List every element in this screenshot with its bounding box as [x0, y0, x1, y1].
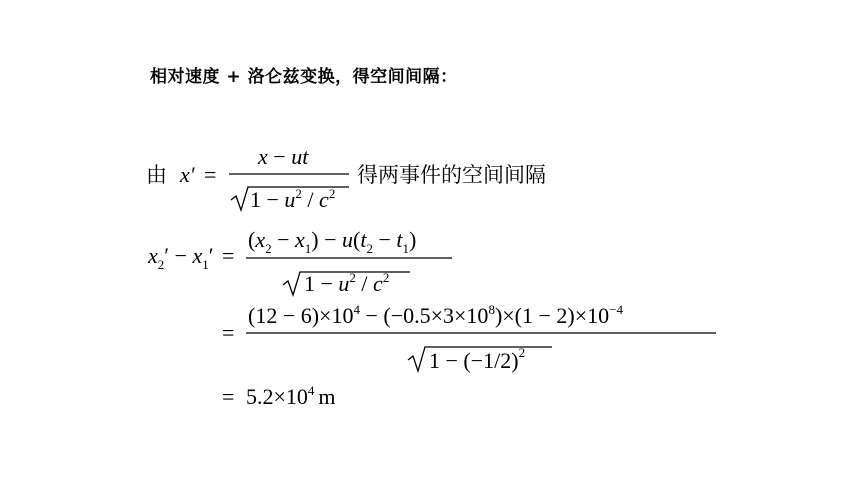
svg-text:x − ut: x − ut [258, 144, 309, 169]
intro-text: 由 [146, 163, 167, 187]
svg-text:(12 − 6)×104 − (−0.5×3×108)×(1: $(12 - 6)\times 10^4 - (-0.5\times 3\times 10^8)\times(1 - 2)\times 10^{-4}$ [248, 302, 623, 328]
svg-text:1 − u2 / c2: $1 - u^2 / c^2$ [304, 270, 390, 296]
svg-text:=: = [204, 162, 217, 187]
svg-text:x2′ − x1′: $x_2' - x_1'$ [148, 243, 214, 272]
svg-text:=: = [222, 243, 235, 268]
outro-text: 得两事件的空间间隔 [357, 163, 546, 187]
interval-equation [147, 227, 452, 296]
substitution-step [222, 302, 716, 373]
svg-text:5.2×104m: $5.2\times 10^4$ m [246, 383, 336, 409]
result-line [222, 383, 336, 409]
svg-text:=: = [222, 320, 235, 345]
svg-text:1 − (−1/2)2: $1 - (-1/2)^2$ [429, 345, 526, 373]
svg-text:x′: x′ [180, 162, 195, 187]
svg-text:1 − u2 / c2: $1 - u^2 / c^2$ [250, 186, 336, 212]
svg-text:=: = [222, 384, 235, 409]
svg-text:(x2 − x1) − u(t2 − t1): $(x_2 - x_1) - u(t_2 - t_1)$ [248, 227, 417, 256]
heading: 相对速度 + 洛仑兹变换，得空间间隔： [150, 67, 458, 87]
lorentz-transform-equation [179, 144, 349, 212]
